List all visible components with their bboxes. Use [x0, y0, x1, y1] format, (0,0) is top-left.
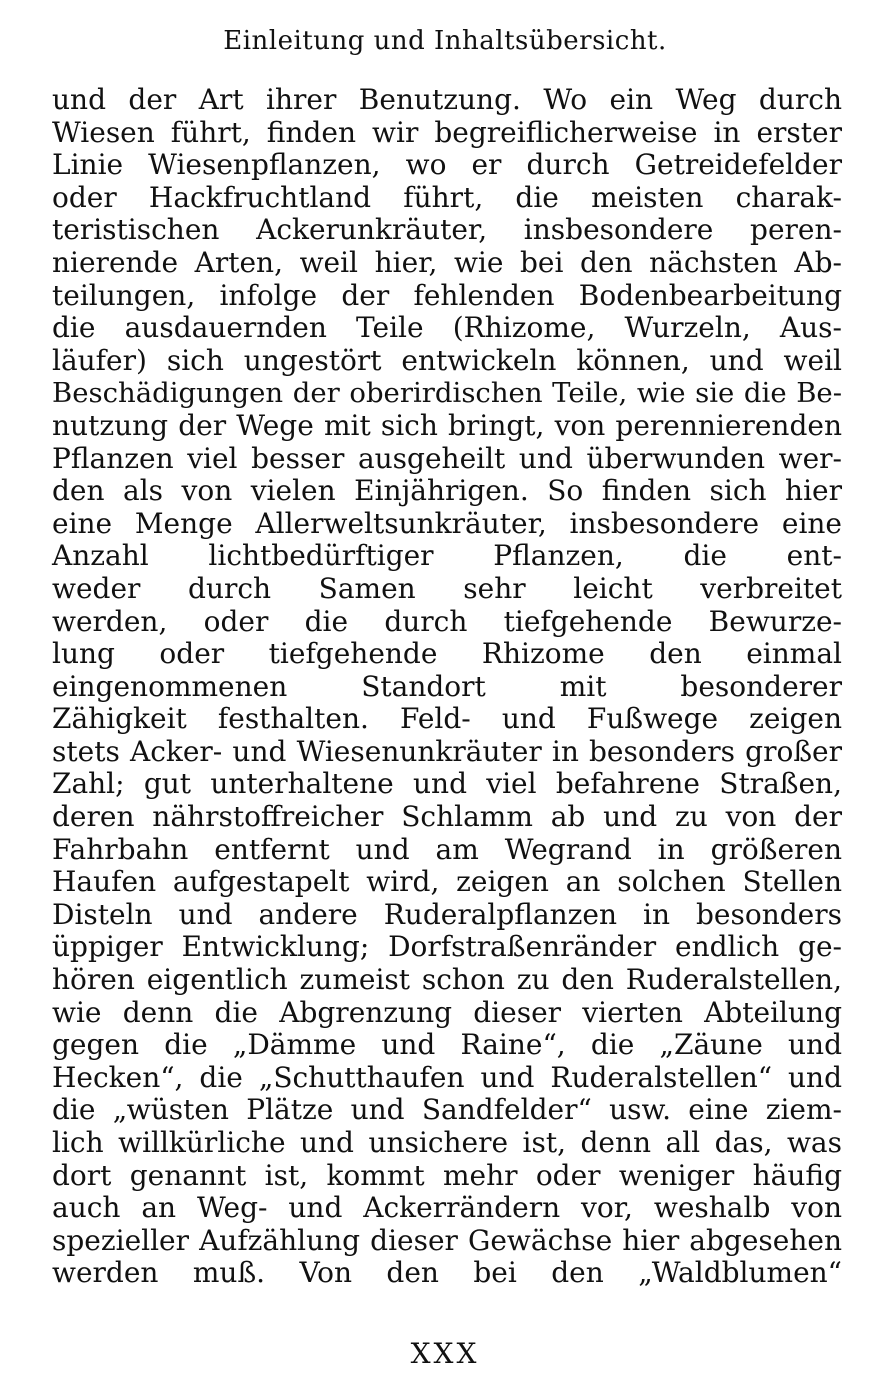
text-line: Wiesen führt, finden wir begreiflicherweise in erster	[52, 115, 842, 149]
running-head: Einleitung und Inhaltsübersicht.	[223, 26, 667, 56]
text-line: die ausdauernden Teile (Rhizome, Wurzeln, Aus-	[52, 311, 842, 345]
text-line: Zahl; gut unterhaltene und viel befahrene Straßen,	[52, 767, 842, 801]
text-line: stets Acker- und Wiesenunkräuter in besonders großer	[52, 734, 842, 768]
text-line: eingenommenen Standort mit besonderer	[52, 669, 842, 703]
text-line: nierende Arten, weil hier, wie bei den nächsten Ab-	[52, 245, 842, 279]
text-line: lich willkürliche und unsichere ist, denn all das, was	[52, 1126, 842, 1159]
text-line: Haufen aufgestapelt wird, zeigen an solchen Stellen	[52, 865, 842, 899]
page-number: XXX	[410, 1337, 480, 1370]
text-line: dort genannt ist, kommt mehr oder weniger häufig	[52, 1158, 842, 1192]
text-line: Anzahl lichtbedürftiger Pflanzen, die ent-	[52, 539, 842, 573]
text-line: und der Art ihrer Benutzung. Wo ein Weg durch	[52, 83, 842, 116]
text-line: Fahrbahn entfernt und am Wegrand in größeren	[52, 832, 842, 866]
text-line: Beschädigungen der oberirdischen Teile, wie sie die Be-	[52, 377, 842, 410]
text-line: Zähigkeit festhalten. Feld- und Fußwege zeigen	[52, 702, 842, 736]
text-line: eine Menge Allerweltsunkräuter, insbesondere eine	[52, 506, 842, 540]
text-line: spezieller Aufzählung dieser Gewächse hier abgesehen	[52, 1223, 842, 1257]
text-line: gegen die „Dämme und Raine“, die „Zäune und	[52, 1028, 842, 1062]
text-line: üppiger Entwicklung; Dorfstraßenränder endlich ge-	[52, 930, 842, 964]
text-line: teilungen, infolge der fehlenden Bodenbearbeitung	[52, 278, 842, 312]
text-line: Linie Wiesenpflanzen, wo er durch Getreidefelder	[52, 148, 842, 182]
text-line: Disteln und andere Ruderalpflanzen in besonders	[52, 897, 842, 931]
text-line: auch an Weg- und Ackerrändern vor, weshalb von	[52, 1191, 842, 1225]
text-line: weder durch Samen sehr leicht verbreitet	[52, 571, 842, 605]
text-line: lung oder tiefgehende Rhizome den einmal	[52, 637, 842, 671]
text-line: nutzung der Wege mit sich bringt, von perennierenden	[52, 408, 842, 442]
text-line: Pflanzen viel besser ausgeheilt und überwunden wer-	[52, 441, 842, 475]
text-line: oder Hackfruchtland führt, die meisten charak-	[52, 180, 842, 214]
text-line: läufer) sich ungestört entwickeln können, und weil	[52, 343, 842, 377]
text-line: deren nährstoffreicher Schlamm ab und zu von der	[52, 800, 842, 834]
body-text	[52, 84, 842, 1290]
text-line: hören eigentlich zumeist schon zu den Ruderalstellen,	[52, 963, 842, 997]
text-line: werden, oder die durch tiefgehende Bewurze-	[52, 604, 842, 638]
text-line: teristischen Ackerunkräuter, insbesondere peren-	[52, 213, 842, 247]
text-line: werden muß. Von den bei den „Waldblumen“	[52, 1256, 842, 1290]
text-line: wie denn die Abgrenzung dieser vierten Abteilung	[52, 995, 842, 1029]
text-line: Hecken“, die „Schutthaufen und Ruderalstellen“ und	[52, 1060, 842, 1094]
text-line: den als von vielen Einjährigen. So finden sich hier	[52, 474, 842, 508]
text-line: die „wüsten Plätze und Sandfelder“ usw. eine ziem-	[52, 1093, 842, 1127]
